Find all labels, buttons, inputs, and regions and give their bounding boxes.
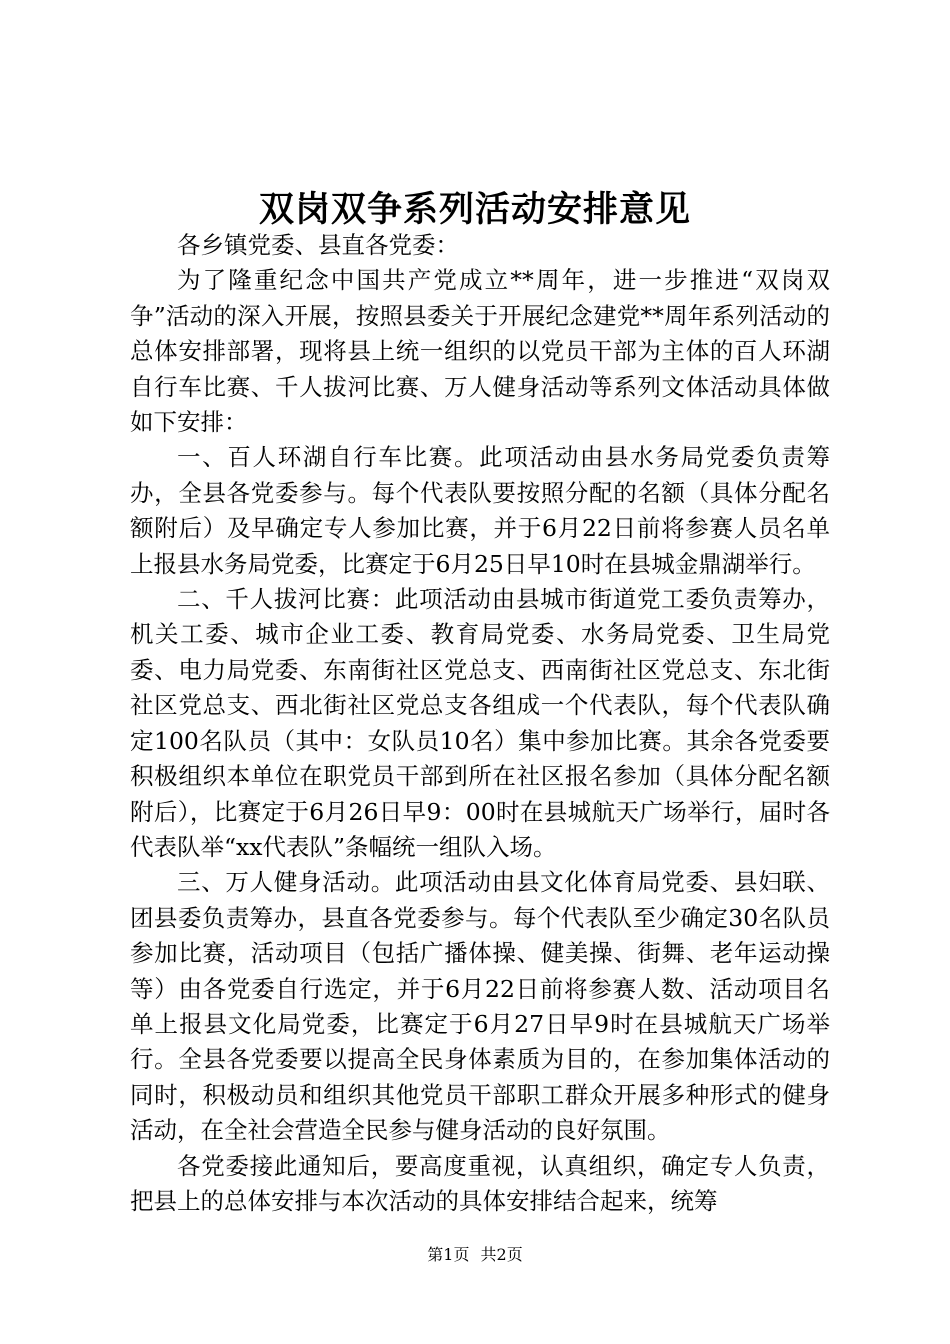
page-total: 共2页 xyxy=(480,1245,523,1264)
paragraph-tug-of-war: 二、千人拔河比赛：此项活动由县城市街道党工委负责筹办，机关工委、城市企业工委、教育局党委、水务局党委、卫生局党委、电力局党委、东南街社区党总支、西南街社区党总支、东北街社区党总支、西北街社区党总支各组成一个代表队，每个代表队确定100名队员（其中：女队员10名）集中参加比赛。其余各党委要积极组织本单位在职党员干部到所在社区报名参加（具体分配名额附后），比赛定于6月26日早9：00时在县城航天广场举行，届时各代表队举“xx代表队”条幅统一组队入场。 xyxy=(130,585,830,861)
page-footer xyxy=(0,1243,950,1267)
salutation: 各乡镇党委、县直各党委： xyxy=(177,231,459,259)
document-title: 双岗双争系列活动安排意见 xyxy=(258,189,691,230)
paragraph-requirements: 各党委接此通知后，要高度重视，认真组织，确定专人负责，把县上的总体安排与本次活动的具体安排结合起来，统筹 xyxy=(130,1151,830,1215)
paragraph-intro: 为了隆重纪念中国共产党成立**周年，进一步推进“双岗双争”活动的深入开展，按照县委关于开展纪念建党**周年系列活动的总体安排部署，现将县上统一组织的以党员干部为主体的百人环湖自行车比赛、千人拔河比赛、万人健身活动等系列文体活动具体做如下安排： xyxy=(130,266,830,437)
paragraph-cycling: 一、百人环湖自行车比赛。此项活动由县水务局党委负责筹办，全县各党委参与。每个代表队要按照分配的名额（具体分配名额附后）及早确定专人参加比赛，并于6月22日前将参赛人员名单上报县水务局党委，比赛定于6月25日早10时在县城金鼎湖举行。 xyxy=(130,443,830,578)
page-number: 第1页 xyxy=(427,1245,470,1264)
document-body xyxy=(130,228,830,1219)
paragraph-fitness: 三、万人健身活动。此项活动由县文化体育局党委、县妇联、团县委负责筹办，县直各党委参与。每个代表队至少确定30名队员参加比赛，活动项目（包括广播体操、健美操、街舞、老年运动操等）由各党委自行选定，并于6月22日前将参赛人数、活动项目名单上报县文化局党委，比赛定于6月27日早9时在县城航天广场举行。全县各党委要以提高全民身体素质为目的，在参加集体活动的同时，积极动员和组织其他党员干部职工群众开展多种形式的健身活动，在全社会营造全民参与健身活动的良好氛围。 xyxy=(130,868,830,1145)
